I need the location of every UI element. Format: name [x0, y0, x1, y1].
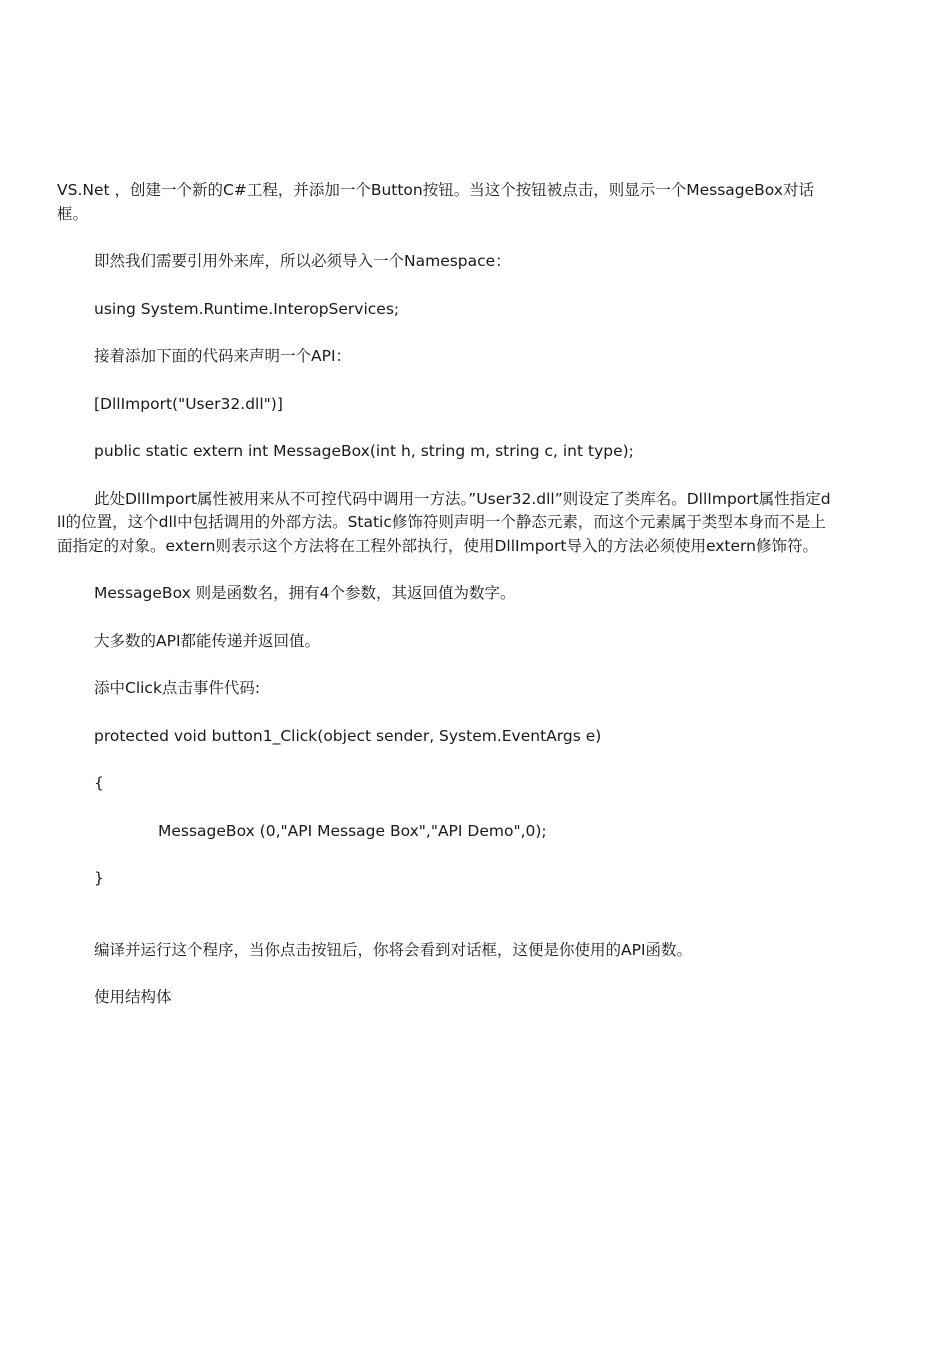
messagebox-note: MessageBox 则是函数名，拥有4个参数，其返回值为数字。	[94, 584, 516, 602]
close-brace: }	[94, 869, 104, 887]
click-event-note: 添中Click点击事件代码:	[94, 679, 261, 697]
messagebox-call: MessageBox (0,"API Message Box","API Demo",0);	[158, 821, 547, 840]
document-body	[57, 179, 832, 1034]
intro-paragraph: VS.Net ，创建一个新的C#工程，并添加一个Button按钮。当这个按钮被点击，则显示一个MessageBox对话框。	[57, 181, 814, 223]
compile-run-note: 编译并运行这个程序，当你点击按钮后，你将会看到对话框，这便是你使用的API函数。	[94, 940, 693, 959]
api-return-note: 大多数的API都能传递并返回值。	[94, 631, 321, 650]
using-statement: using System.Runtime.InteropServices;	[94, 299, 400, 318]
click-handler-signature: protected void button1_Click(object sender, System.EventArgs e)	[94, 726, 602, 745]
namespace-note: 即然我们需要引用外来库，所以必须导入一个Namespace：	[94, 252, 511, 270]
api-declare-note: 接着添加下面的代码来声明一个API：	[94, 347, 352, 365]
dllimport-explanation: 此处DllImport属性被用来从不可控代码中调用一方法。”User32.dll”则设定了类库名。DllImport属性指定dll的位置，这个dll中包括调用的外部方法。Static修饰符则声明一个静态元素，而这个元素属于类型本身而不是上面指定的对象。extern则表示这个方法将在工程外部执行，使用DllImport导入的方法必须使用extern修饰符。	[57, 489, 831, 555]
dllimport-attribute: [DllImport("User32.dll")]	[94, 394, 283, 413]
section-struct-title: 使用结构体	[94, 988, 172, 1006]
extern-declaration: public static extern int MessageBox(int h, string m, string c, int type);	[94, 442, 634, 460]
open-brace: {	[94, 774, 104, 792]
spacer	[57, 915, 832, 939]
